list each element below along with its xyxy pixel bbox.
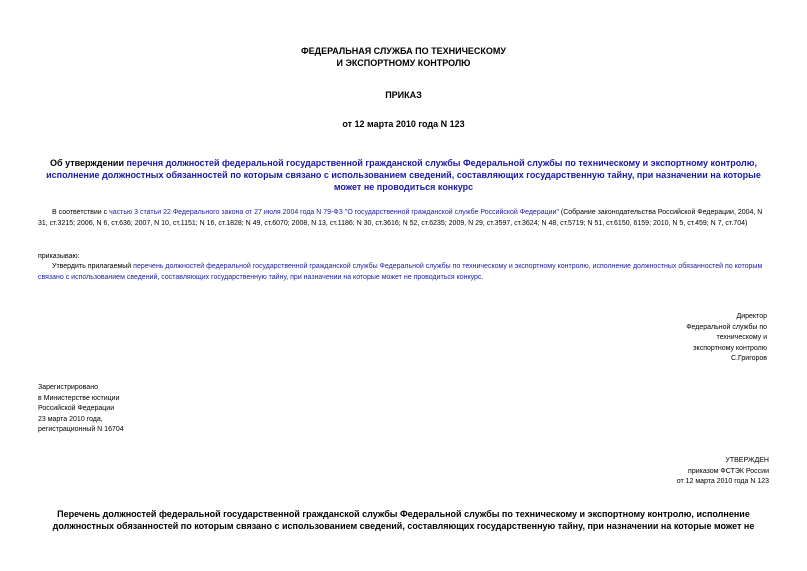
registration-number: регистрационный N 16704: [38, 426, 124, 433]
approved-block: [609, 456, 769, 488]
signature-block: [617, 312, 767, 365]
title-prefix: Об утверждении: [50, 158, 127, 168]
signature-name: С.Григоров: [731, 355, 767, 362]
list-title: Перечень должностей федеральной государственной гражданской службы Федеральной службы по техническому и экспортному контролю, исполнение должностных обязанностей по которым связано с использованием сведений, составляющих государственную тайну, при назначении на которые может не: [52, 509, 755, 531]
list-link[interactable]: перечень должностей федеральной государственной гражданской службы Федеральной службы по техническому и экспортному контролю, исполнение должностных обязанностей по которым связано с использованием сведений, составляющих государственную тайну, при назначении на которые может не проводиться конкурс: [38, 263, 763, 281]
basis-paragraph: [38, 207, 773, 229]
approved-heading: УТВЕРЖДЕН: [725, 457, 769, 464]
registration-line-1: Зарегистрировано: [38, 384, 98, 391]
approve-prefix: Утвердить прилагаемый: [52, 263, 134, 270]
registration-block: [38, 383, 238, 436]
approve-suffix: .: [481, 274, 484, 281]
signature-line-1: Директор: [736, 313, 767, 320]
agency-line-2: И ЭКСПОРТНОМУ КОНТРОЛЮ: [336, 58, 471, 68]
signature-line-4: экспортному контролю: [692, 344, 767, 352]
signature-line-3: техническому и: [716, 334, 767, 341]
title-link[interactable]: перечня должностей федеральной государственной гражданской службы Федеральной службы по техническому и экспортному контролю, исполнение должностных обязанностей по которым связано с использованием сведений, составляющих государственную тайну, при назначении на которые может не проводиться конкурс: [46, 158, 761, 192]
registration-date: 23 марта 2010 года,: [38, 415, 103, 423]
approved-line-2: приказом ФСТЭК России: [688, 467, 769, 475]
signature-line-2: Федеральной службы по: [686, 323, 767, 331]
approve-paragraph: [38, 261, 773, 283]
agency-line-1: ФЕДЕРАЛЬНАЯ СЛУЖБА ПО ТЕХНИЧЕСКОМУ: [301, 46, 506, 56]
orders-text: приказываю:: [38, 253, 80, 260]
basis-prefix: В соответствии с: [52, 209, 110, 216]
law-link[interactable]: частью 3 статьи 22 Федерального закона от 27 июля 2004 года N 79-ФЗ "О государственной гражданской службе Российской Федерации": [109, 209, 559, 216]
document-type: ПРИКАЗ: [385, 90, 422, 100]
registration-line-2: в Министерстве юстиции: [38, 394, 120, 402]
document-date: от 12 марта 2010 года N 123: [342, 119, 465, 129]
registration-line-3: Российской Федерации: [38, 405, 115, 412]
approved-line-3: от 12 марта 2010 года N 123: [676, 478, 769, 485]
document-title: [40, 157, 767, 193]
basis-suffix: (Собрание законодательства Российской Федерации, 2004, N 31, ст.3215; 2006, N 6, ст.636; 2007, N 10, ст.1151; N 16, ст.1828; N 49, ст.6070; 2008, N 13, ст.1186; N 30, ст.3616; N 52, ст.6235; 2009, N 29, ст.3597, ст.3624; N 48, ст.5719; N 51, ст.6150, 6159; 2010, N 5, ст.459; N 7, ст.704): [38, 209, 763, 227]
agency-header: [0, 45, 807, 69]
